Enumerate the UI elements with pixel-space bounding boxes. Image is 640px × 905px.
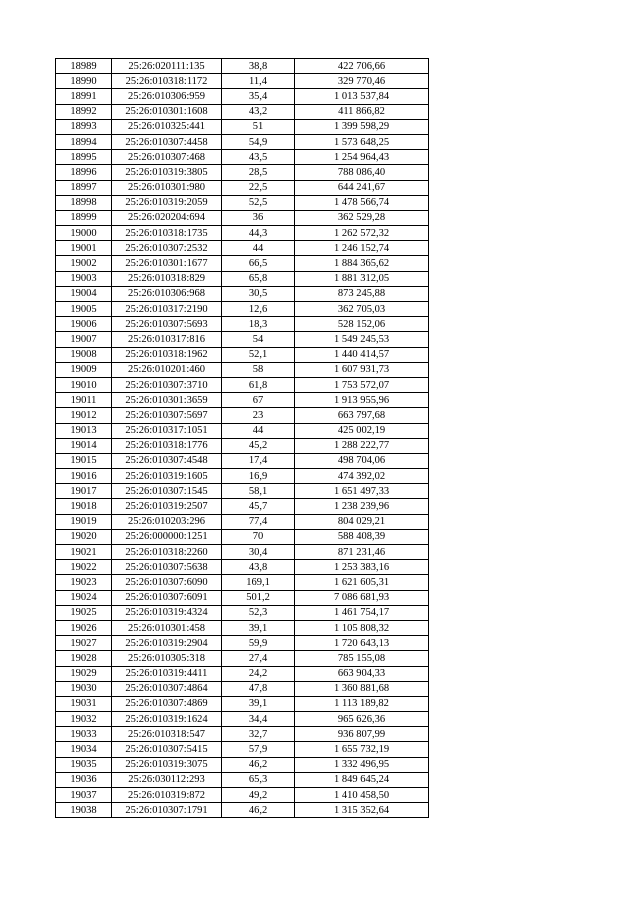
row-number-cell: 18995 [56,150,112,165]
table-row [56,696,429,711]
cadastral-value-cell: 1 113 189,82 [295,696,429,711]
cadastral-value-cell: 1 651 497,33 [295,484,429,499]
row-number-cell: 19000 [56,226,112,241]
row-number-cell: 19031 [56,696,112,711]
cadastral-number-cell: 25:26:010319:2507 [112,499,222,514]
area-cell: 39,1 [222,696,295,711]
cadastral-value-table [55,58,429,818]
table-row [56,727,429,742]
area-cell: 44 [222,423,295,438]
cadastral-value-cell: 1 410 458,50 [295,788,429,803]
area-cell: 57,9 [222,742,295,757]
table-row [56,514,429,529]
area-cell: 61,8 [222,377,295,392]
row-number-cell: 18990 [56,74,112,89]
cadastral-value-cell: 411 866,82 [295,104,429,119]
area-cell: 51 [222,119,295,134]
table-row [56,469,429,484]
table-row [56,772,429,787]
cadastral-number-cell: 25:26:010319:1624 [112,712,222,727]
table-row [56,545,429,560]
area-cell: 30,5 [222,286,295,301]
row-number-cell: 19023 [56,575,112,590]
cadastral-number-cell: 25:26:010307:468 [112,150,222,165]
table-row [56,362,429,377]
table-row [56,590,429,605]
area-cell: 43,5 [222,150,295,165]
table-row [56,150,429,165]
row-number-cell: 19009 [56,362,112,377]
table-row [56,712,429,727]
cadastral-value-cell: 1 262 572,32 [295,226,429,241]
cadastral-number-cell: 25:26:010301:1677 [112,256,222,271]
row-number-cell: 19010 [56,377,112,392]
area-cell: 28,5 [222,165,295,180]
cadastral-value-cell: 1 913 955,96 [295,393,429,408]
cadastral-value-cell: 1 753 572,07 [295,377,429,392]
row-number-cell: 19027 [56,636,112,651]
table-row [56,180,429,195]
cadastral-number-cell: 25:26:010319:3805 [112,165,222,180]
table-row [56,636,429,651]
area-cell: 44,3 [222,226,295,241]
table-row [56,134,429,149]
table-row [56,575,429,590]
row-number-cell: 19011 [56,393,112,408]
cadastral-number-cell: 25:26:010317:816 [112,332,222,347]
cadastral-value-cell: 1 720 643,13 [295,636,429,651]
row-number-cell: 19033 [56,727,112,742]
area-cell: 67 [222,393,295,408]
area-cell: 11,4 [222,74,295,89]
cadastral-number-cell: 25:26:010301:980 [112,180,222,195]
table-row [56,241,429,256]
cadastral-value-cell: 474 392,02 [295,469,429,484]
cadastral-number-cell: 25:26:010307:5638 [112,560,222,575]
cadastral-number-cell: 25:26:010307:2532 [112,241,222,256]
area-cell: 59,9 [222,636,295,651]
area-cell: 23 [222,408,295,423]
table-row [56,74,429,89]
cadastral-value-cell: 1 246 152,74 [295,241,429,256]
area-cell: 36 [222,210,295,225]
cadastral-number-cell: 25:26:010305:318 [112,651,222,666]
cadastral-number-cell: 25:26:010307:4869 [112,696,222,711]
cadastral-value-cell: 588 408,39 [295,529,429,544]
row-number-cell: 19001 [56,241,112,256]
cadastral-number-cell: 25:26:010306:968 [112,286,222,301]
table-row [56,681,429,696]
cadastral-value-cell: 965 626,36 [295,712,429,727]
row-number-cell: 19004 [56,286,112,301]
area-cell: 77,4 [222,514,295,529]
row-number-cell: 19022 [56,560,112,575]
cadastral-value-cell: 1 849 645,24 [295,772,429,787]
area-cell: 58,1 [222,484,295,499]
cadastral-value-cell: 1 288 222,77 [295,438,429,453]
cadastral-value-cell: 1 253 383,16 [295,560,429,575]
cadastral-number-cell: 25:26:010307:1545 [112,484,222,499]
row-number-cell: 18993 [56,119,112,134]
cadastral-number-cell: 25:26:010319:2904 [112,636,222,651]
cadastral-number-cell: 25:26:010301:1608 [112,104,222,119]
area-cell: 17,4 [222,453,295,468]
table-row [56,560,429,575]
area-cell: 43,8 [222,560,295,575]
table-row [56,59,429,74]
table-row [56,119,429,134]
table-row [56,286,429,301]
cadastral-value-cell: 1 315 352,64 [295,803,429,818]
cadastral-number-cell: 25:26:010318:547 [112,727,222,742]
table-row [56,271,429,286]
cadastral-number-cell: 25:26:010317:2190 [112,302,222,317]
area-cell: 43,2 [222,104,295,119]
area-cell: 45,2 [222,438,295,453]
row-number-cell: 19014 [56,438,112,453]
area-cell: 54 [222,332,295,347]
area-cell: 169,1 [222,575,295,590]
table-row [56,803,429,818]
cadastral-number-cell: 25:26:010307:3710 [112,377,222,392]
table-row [56,393,429,408]
cadastral-value-cell: 1 360 881,68 [295,681,429,696]
area-cell: 44 [222,241,295,256]
cadastral-value-cell: 1 573 648,25 [295,134,429,149]
table-row [56,499,429,514]
cadastral-value-cell: 788 086,40 [295,165,429,180]
row-number-cell: 19017 [56,484,112,499]
area-cell: 12,6 [222,302,295,317]
row-number-cell: 19016 [56,469,112,484]
table-row [56,757,429,772]
table-row [56,453,429,468]
cadastral-value-cell: 785 155,08 [295,651,429,666]
cadastral-value-cell: 422 706,66 [295,59,429,74]
table-row [56,332,429,347]
cadastral-number-cell: 25:26:010318:1962 [112,347,222,362]
row-number-cell: 18999 [56,210,112,225]
area-cell: 52,5 [222,195,295,210]
table-row [56,347,429,362]
table-row [56,605,429,620]
cadastral-number-cell: 25:26:010307:4864 [112,681,222,696]
area-cell: 65,3 [222,772,295,787]
area-cell: 501,2 [222,590,295,605]
area-cell: 39,1 [222,620,295,635]
area-cell: 16,9 [222,469,295,484]
cadastral-number-cell: 25:26:010307:5415 [112,742,222,757]
cadastral-value-cell: 1 655 732,19 [295,742,429,757]
cadastral-value-cell: 1 440 414,57 [295,347,429,362]
cadastral-value-cell: 1 478 566,74 [295,195,429,210]
cadastral-number-cell: 25:26:010319:3075 [112,757,222,772]
cadastral-value-cell: 528 152,06 [295,317,429,332]
cadastral-number-cell: 25:26:010306:959 [112,89,222,104]
area-cell: 52,1 [222,347,295,362]
area-cell: 45,7 [222,499,295,514]
cadastral-value-cell: 1 013 537,84 [295,89,429,104]
cadastral-number-cell: 25:26:010318:2260 [112,545,222,560]
cadastral-value-cell: 804 029,21 [295,514,429,529]
area-cell: 46,2 [222,803,295,818]
row-number-cell: 19006 [56,317,112,332]
row-number-cell: 19035 [56,757,112,772]
row-number-cell: 18998 [56,195,112,210]
row-number-cell: 18994 [56,134,112,149]
cadastral-value-cell: 663 904,33 [295,666,429,681]
cadastral-value-cell: 7 086 681,93 [295,590,429,605]
cadastral-value-cell: 1 621 605,31 [295,575,429,590]
cadastral-number-cell: 25:26:010307:5693 [112,317,222,332]
row-number-cell: 18996 [56,165,112,180]
row-number-cell: 19003 [56,271,112,286]
table-row [56,484,429,499]
cadastral-value-cell: 362 705,03 [295,302,429,317]
cadastral-number-cell: 25:26:010319:1605 [112,469,222,484]
area-cell: 18,3 [222,317,295,332]
row-number-cell: 19013 [56,423,112,438]
cadastral-number-cell: 25:26:020111:135 [112,59,222,74]
table-row [56,302,429,317]
row-number-cell: 18989 [56,59,112,74]
area-cell: 70 [222,529,295,544]
cadastral-value-cell: 1 881 312,05 [295,271,429,286]
row-number-cell: 19036 [56,772,112,787]
cadastral-number-cell: 25:26:010318:1172 [112,74,222,89]
cadastral-value-cell: 1 549 245,53 [295,332,429,347]
cadastral-number-cell: 25:26:010319:4324 [112,605,222,620]
row-number-cell: 19038 [56,803,112,818]
cadastral-value-cell: 362 529,28 [295,210,429,225]
cadastral-value-cell: 425 002,19 [295,423,429,438]
table-row [56,256,429,271]
row-number-cell: 19007 [56,332,112,347]
table-row [56,226,429,241]
area-cell: 38,8 [222,59,295,74]
row-number-cell: 19015 [56,453,112,468]
row-number-cell: 19018 [56,499,112,514]
row-number-cell: 18997 [56,180,112,195]
cadastral-value-cell: 1 399 598,29 [295,119,429,134]
cadastral-value-cell: 663 797,68 [295,408,429,423]
row-number-cell: 19029 [56,666,112,681]
row-number-cell: 19030 [56,681,112,696]
cadastral-value-cell: 936 807,99 [295,727,429,742]
table-row [56,377,429,392]
area-cell: 65,8 [222,271,295,286]
row-number-cell: 19026 [56,620,112,635]
cadastral-value-cell: 1 332 496,95 [295,757,429,772]
table-row [56,620,429,635]
cadastral-number-cell: 25:26:030112:293 [112,772,222,787]
area-cell: 54,9 [222,134,295,149]
row-number-cell: 18991 [56,89,112,104]
row-number-cell: 19019 [56,514,112,529]
table-row [56,438,429,453]
table-row [56,165,429,180]
cadastral-number-cell: 25:26:010319:2059 [112,195,222,210]
cadastral-number-cell: 25:26:010301:3659 [112,393,222,408]
row-number-cell: 19028 [56,651,112,666]
cadastral-value-cell: 644 241,67 [295,180,429,195]
area-cell: 27,4 [222,651,295,666]
cadastral-value-cell: 1 105 808,32 [295,620,429,635]
cadastral-number-cell: 25:26:000000:1251 [112,529,222,544]
area-cell: 30,4 [222,545,295,560]
cadastral-number-cell: 25:26:020204:694 [112,210,222,225]
table-row [56,666,429,681]
cadastral-number-cell: 25:26:010325:441 [112,119,222,134]
table-row [56,89,429,104]
cadastral-number-cell: 25:26:010318:829 [112,271,222,286]
row-number-cell: 19020 [56,529,112,544]
table-row [56,317,429,332]
cadastral-number-cell: 25:26:010307:5697 [112,408,222,423]
row-number-cell: 19002 [56,256,112,271]
row-number-cell: 19024 [56,590,112,605]
area-cell: 49,2 [222,788,295,803]
cadastral-number-cell: 25:26:010318:1776 [112,438,222,453]
area-cell: 52,3 [222,605,295,620]
area-cell: 58 [222,362,295,377]
table-row [56,529,429,544]
cadastral-value-cell: 871 231,46 [295,545,429,560]
area-cell: 46,2 [222,757,295,772]
cadastral-value-cell: 1 238 239,96 [295,499,429,514]
cadastral-value-cell: 498 704,06 [295,453,429,468]
row-number-cell: 19032 [56,712,112,727]
cadastral-number-cell: 25:26:010307:1791 [112,803,222,818]
row-number-cell: 19008 [56,347,112,362]
area-cell: 22,5 [222,180,295,195]
cadastral-number-cell: 25:26:010317:1051 [112,423,222,438]
cadastral-value-cell: 873 245,88 [295,286,429,301]
cadastral-value-cell: 1 884 365,62 [295,256,429,271]
table-row [56,195,429,210]
cadastral-value-cell: 1 461 754,17 [295,605,429,620]
area-cell: 34,4 [222,712,295,727]
cadastral-number-cell: 25:26:010318:1735 [112,226,222,241]
row-number-cell: 19021 [56,545,112,560]
cadastral-number-cell: 25:26:010319:872 [112,788,222,803]
cadastral-value-cell: 1 254 964,43 [295,150,429,165]
cadastral-number-cell: 25:26:010203:296 [112,514,222,529]
cadastral-number-cell: 25:26:010201:460 [112,362,222,377]
table-row [56,423,429,438]
cadastral-number-cell: 25:26:010301:458 [112,620,222,635]
table-body [56,59,429,818]
row-number-cell: 19012 [56,408,112,423]
area-cell: 66,5 [222,256,295,271]
area-cell: 24,2 [222,666,295,681]
table-row [56,408,429,423]
cadastral-number-cell: 25:26:010307:6090 [112,575,222,590]
table-row [56,651,429,666]
area-cell: 47,8 [222,681,295,696]
row-number-cell: 18992 [56,104,112,119]
table-row [56,742,429,757]
table-row [56,210,429,225]
cadastral-number-cell: 25:26:010319:4411 [112,666,222,681]
area-cell: 32,7 [222,727,295,742]
row-number-cell: 19005 [56,302,112,317]
row-number-cell: 19025 [56,605,112,620]
cadastral-value-cell: 329 770,46 [295,74,429,89]
cadastral-number-cell: 25:26:010307:4458 [112,134,222,149]
area-cell: 35,4 [222,89,295,104]
cadastral-number-cell: 25:26:010307:6091 [112,590,222,605]
table-row [56,788,429,803]
table-row [56,104,429,119]
row-number-cell: 19034 [56,742,112,757]
cadastral-value-cell: 1 607 931,73 [295,362,429,377]
row-number-cell: 19037 [56,788,112,803]
cadastral-number-cell: 25:26:010307:4548 [112,453,222,468]
